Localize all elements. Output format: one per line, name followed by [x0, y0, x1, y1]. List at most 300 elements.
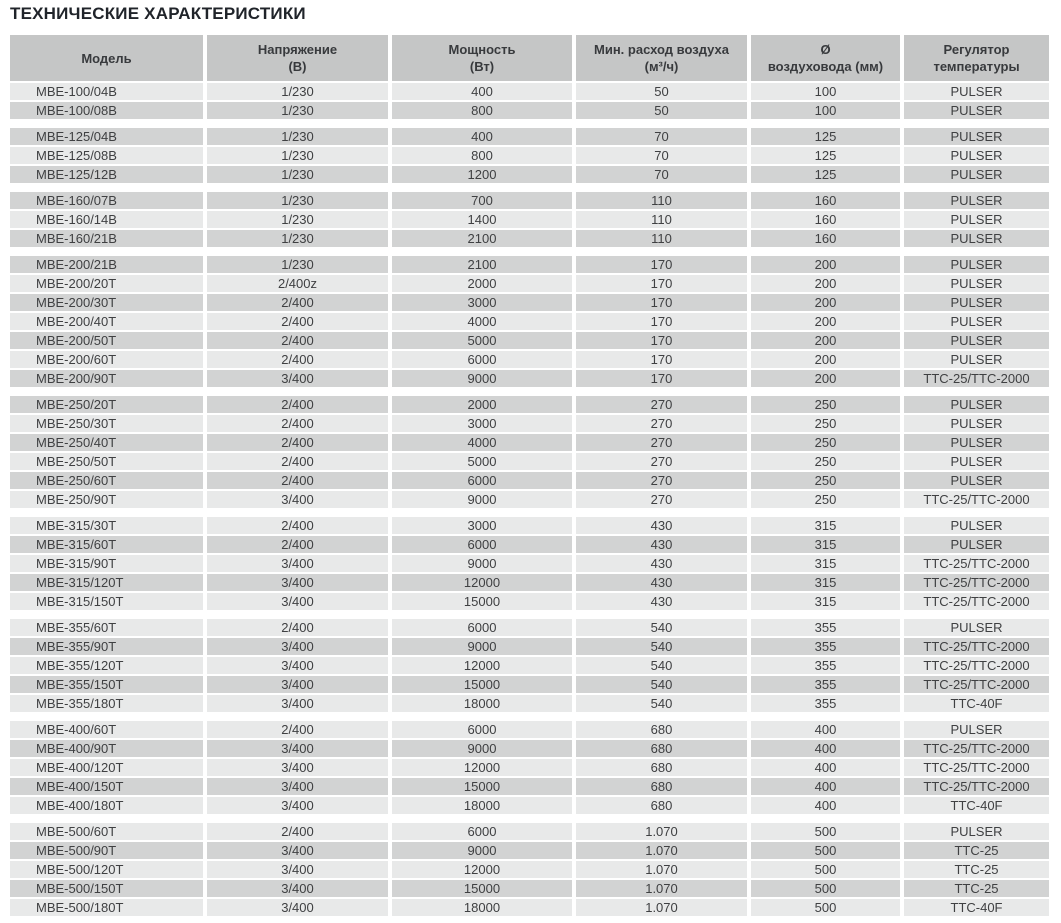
cell-power: 4000 — [392, 434, 572, 451]
cell-diameter: 500 — [751, 823, 900, 840]
cell-airflow: 270 — [576, 491, 747, 508]
cell-regulator: TTC-25 — [904, 861, 1049, 878]
cell-model: MBE-200/90T — [10, 370, 203, 387]
cell-diameter: 200 — [751, 351, 900, 368]
cell-airflow: 170 — [576, 370, 747, 387]
cell-diameter: 400 — [751, 721, 900, 738]
cell-airflow: 170 — [576, 313, 747, 330]
cell-diameter: 250 — [751, 453, 900, 470]
cell-voltage: 2/400 — [207, 472, 388, 489]
cell-power: 6000 — [392, 536, 572, 553]
cell-model: MBE-400/90T — [10, 740, 203, 757]
table-row — [10, 823, 1049, 840]
cell-voltage: 2/400 — [207, 517, 388, 534]
table-row — [10, 593, 1049, 610]
cell-voltage: 2/400 — [207, 415, 388, 432]
table-row — [10, 166, 1049, 183]
cell-power: 18000 — [392, 899, 572, 916]
cell-model: MBE-315/150T — [10, 593, 203, 610]
col-header-model: Модель — [10, 35, 203, 81]
cell-airflow: 680 — [576, 721, 747, 738]
cell-power: 1200 — [392, 166, 572, 183]
cell-model: MBE-400/60T — [10, 721, 203, 738]
cell-power: 6000 — [392, 472, 572, 489]
cell-regulator: PULSER — [904, 211, 1049, 228]
table-row — [10, 574, 1049, 591]
cell-diameter: 500 — [751, 842, 900, 859]
cell-regulator: TTC-25/TTC-2000 — [904, 676, 1049, 693]
cell-model: MBE-315/90T — [10, 555, 203, 572]
table-row — [10, 453, 1049, 470]
table-row — [10, 880, 1049, 897]
cell-airflow: 170 — [576, 294, 747, 311]
cell-airflow: 70 — [576, 128, 747, 145]
cell-regulator: TTC-25/TTC-2000 — [904, 555, 1049, 572]
cell-voltage: 3/400 — [207, 778, 388, 795]
cell-model: MBE-100/08B — [10, 102, 203, 119]
cell-voltage: 1/230 — [207, 83, 388, 100]
table-row — [10, 434, 1049, 451]
cell-power: 15000 — [392, 880, 572, 897]
cell-model: MBE-400/180T — [10, 797, 203, 814]
table-row — [10, 861, 1049, 878]
cell-power: 2000 — [392, 396, 572, 413]
cell-diameter: 200 — [751, 332, 900, 349]
table-row — [10, 351, 1049, 368]
cell-regulator: TTC-25 — [904, 880, 1049, 897]
cell-model: MBE-500/90T — [10, 842, 203, 859]
cell-diameter: 315 — [751, 593, 900, 610]
cell-model: MBE-355/60T — [10, 619, 203, 636]
cell-voltage: 1/230 — [207, 211, 388, 228]
cell-airflow: 110 — [576, 211, 747, 228]
table-row — [10, 313, 1049, 330]
cell-regulator: PULSER — [904, 128, 1049, 145]
cell-diameter: 125 — [751, 128, 900, 145]
table-row — [10, 555, 1049, 572]
cell-diameter: 200 — [751, 313, 900, 330]
table-row — [10, 778, 1049, 795]
cell-voltage: 2/400 — [207, 313, 388, 330]
group-separator — [10, 816, 1049, 821]
cell-airflow: 270 — [576, 396, 747, 413]
cell-regulator: TTC-40F — [904, 695, 1049, 712]
table-row — [10, 740, 1049, 757]
cell-regulator: TTC-25/TTC-2000 — [904, 638, 1049, 655]
cell-diameter: 200 — [751, 275, 900, 292]
cell-power: 6000 — [392, 823, 572, 840]
cell-regulator: PULSER — [904, 192, 1049, 209]
header-row — [10, 35, 1049, 81]
cell-airflow: 430 — [576, 555, 747, 572]
cell-model: MBE-250/30T — [10, 415, 203, 432]
cell-voltage: 2/400 — [207, 396, 388, 413]
cell-regulator: PULSER — [904, 332, 1049, 349]
cell-model: MBE-160/14B — [10, 211, 203, 228]
cell-airflow: 170 — [576, 256, 747, 273]
cell-model: MBE-500/150T — [10, 880, 203, 897]
cell-model: MBE-250/90T — [10, 491, 203, 508]
cell-power: 9000 — [392, 740, 572, 757]
cell-voltage: 3/400 — [207, 740, 388, 757]
cell-power: 4000 — [392, 313, 572, 330]
table-row — [10, 759, 1049, 776]
cell-model: MBE-200/20T — [10, 275, 203, 292]
cell-diameter: 200 — [751, 256, 900, 273]
cell-airflow: 540 — [576, 657, 747, 674]
cell-voltage: 1/230 — [207, 128, 388, 145]
table-row — [10, 396, 1049, 413]
cell-regulator: TTC-25/TTC-2000 — [904, 778, 1049, 795]
cell-diameter: 400 — [751, 740, 900, 757]
table-row — [10, 370, 1049, 387]
cell-regulator: TTC-25/TTC-2000 — [904, 657, 1049, 674]
cell-voltage: 3/400 — [207, 861, 388, 878]
cell-power: 3000 — [392, 517, 572, 534]
cell-voltage: 1/230 — [207, 147, 388, 164]
table-row — [10, 147, 1049, 164]
cell-diameter: 500 — [751, 899, 900, 916]
cell-power: 3000 — [392, 294, 572, 311]
cell-power: 2000 — [392, 275, 572, 292]
cell-diameter: 250 — [751, 491, 900, 508]
cell-diameter: 315 — [751, 536, 900, 553]
cell-diameter: 160 — [751, 230, 900, 247]
cell-regulator: TTC-40F — [904, 797, 1049, 814]
cell-model: MBE-125/12B — [10, 166, 203, 183]
cell-diameter: 250 — [751, 396, 900, 413]
table-row — [10, 102, 1049, 119]
group-separator — [10, 510, 1049, 515]
col-header-diameter: Ø воздуховода (мм) — [751, 35, 900, 81]
cell-airflow: 270 — [576, 415, 747, 432]
cell-power: 400 — [392, 128, 572, 145]
cell-airflow: 110 — [576, 192, 747, 209]
cell-regulator: TTC-40F — [904, 899, 1049, 916]
cell-voltage: 2/400 — [207, 721, 388, 738]
table-row — [10, 638, 1049, 655]
cell-regulator: PULSER — [904, 275, 1049, 292]
table-row — [10, 517, 1049, 534]
cell-voltage: 3/400 — [207, 676, 388, 693]
cell-voltage: 2/400 — [207, 434, 388, 451]
cell-airflow: 1.070 — [576, 823, 747, 840]
table-row — [10, 275, 1049, 292]
cell-regulator: TTC-25/TTC-2000 — [904, 740, 1049, 757]
cell-regulator: PULSER — [904, 83, 1049, 100]
cell-diameter: 400 — [751, 778, 900, 795]
cell-diameter: 125 — [751, 166, 900, 183]
cell-airflow: 170 — [576, 275, 747, 292]
cell-regulator: PULSER — [904, 823, 1049, 840]
cell-regulator: PULSER — [904, 517, 1049, 534]
cell-diameter: 355 — [751, 657, 900, 674]
cell-voltage: 2/400 — [207, 453, 388, 470]
cell-voltage: 2/400 — [207, 536, 388, 553]
cell-airflow: 680 — [576, 778, 747, 795]
cell-power: 400 — [392, 83, 572, 100]
cell-diameter: 160 — [751, 211, 900, 228]
cell-voltage: 2/400 — [207, 619, 388, 636]
table-row — [10, 491, 1049, 508]
cell-model: MBE-250/50T — [10, 453, 203, 470]
table-row — [10, 192, 1049, 209]
cell-power: 9000 — [392, 638, 572, 655]
cell-diameter: 355 — [751, 695, 900, 712]
cell-voltage: 1/230 — [207, 166, 388, 183]
cell-airflow: 1.070 — [576, 861, 747, 878]
table-row — [10, 211, 1049, 228]
cell-regulator: PULSER — [904, 434, 1049, 451]
cell-model: MBE-400/120T — [10, 759, 203, 776]
cell-power: 800 — [392, 102, 572, 119]
cell-airflow: 540 — [576, 695, 747, 712]
cell-airflow: 680 — [576, 759, 747, 776]
cell-model: MBE-200/60T — [10, 351, 203, 368]
cell-power: 15000 — [392, 676, 572, 693]
cell-power: 15000 — [392, 593, 572, 610]
cell-diameter: 355 — [751, 638, 900, 655]
group-separator — [10, 121, 1049, 126]
table-row — [10, 83, 1049, 100]
cell-regulator: PULSER — [904, 721, 1049, 738]
cell-model: MBE-125/04B — [10, 128, 203, 145]
cell-power: 12000 — [392, 657, 572, 674]
group-separator — [10, 389, 1049, 394]
cell-power: 6000 — [392, 721, 572, 738]
cell-power: 18000 — [392, 695, 572, 712]
cell-model: MBE-200/40T — [10, 313, 203, 330]
table-row — [10, 128, 1049, 145]
col-header-airflow: Мин. расход воздуха (м³/ч) — [576, 35, 747, 81]
cell-voltage: 3/400 — [207, 842, 388, 859]
cell-regulator: PULSER — [904, 536, 1049, 553]
cell-regulator: PULSER — [904, 415, 1049, 432]
table-row — [10, 676, 1049, 693]
cell-power: 15000 — [392, 778, 572, 795]
cell-power: 5000 — [392, 332, 572, 349]
cell-airflow: 540 — [576, 619, 747, 636]
cell-model: MBE-250/40T — [10, 434, 203, 451]
table-header — [10, 35, 1049, 81]
cell-model: MBE-160/07B — [10, 192, 203, 209]
cell-diameter: 500 — [751, 861, 900, 878]
cell-regulator: PULSER — [904, 294, 1049, 311]
table-row — [10, 294, 1049, 311]
cell-model: MBE-200/30T — [10, 294, 203, 311]
cell-power: 9000 — [392, 491, 572, 508]
cell-regulator: PULSER — [904, 453, 1049, 470]
cell-regulator: TTC-25/TTC-2000 — [904, 370, 1049, 387]
cell-power: 18000 — [392, 797, 572, 814]
group-separator — [10, 185, 1049, 190]
cell-airflow: 430 — [576, 574, 747, 591]
table-row — [10, 797, 1049, 814]
cell-regulator: PULSER — [904, 313, 1049, 330]
cell-model: MBE-500/60T — [10, 823, 203, 840]
cell-diameter: 125 — [751, 147, 900, 164]
cell-voltage: 3/400 — [207, 574, 388, 591]
cell-model: MBE-160/21B — [10, 230, 203, 247]
cell-regulator: PULSER — [904, 396, 1049, 413]
cell-model: MBE-500/120T — [10, 861, 203, 878]
cell-diameter: 355 — [751, 676, 900, 693]
cell-power: 6000 — [392, 351, 572, 368]
cell-model: MBE-400/150T — [10, 778, 203, 795]
table-row — [10, 619, 1049, 636]
cell-voltage: 2/400 — [207, 294, 388, 311]
page-title: ТЕХНИЧЕСКИЕ ХАРАКТЕРИСТИКИ — [10, 4, 306, 23]
cell-diameter: 200 — [751, 294, 900, 311]
cell-airflow: 1.070 — [576, 880, 747, 897]
cell-voltage: 1/230 — [207, 230, 388, 247]
cell-model: MBE-315/30T — [10, 517, 203, 534]
cell-voltage: 1/230 — [207, 256, 388, 273]
group-separator — [10, 714, 1049, 719]
table-row — [10, 256, 1049, 273]
col-header-regulator: Регулятор температуры — [904, 35, 1049, 81]
table-body — [10, 83, 1049, 916]
table-row — [10, 230, 1049, 247]
cell-regulator: TTC-25/TTC-2000 — [904, 593, 1049, 610]
cell-voltage: 3/400 — [207, 370, 388, 387]
table-row — [10, 472, 1049, 489]
cell-voltage: 2/400z — [207, 275, 388, 292]
cell-power: 700 — [392, 192, 572, 209]
cell-airflow: 680 — [576, 797, 747, 814]
table-row — [10, 536, 1049, 553]
cell-regulator: TTC-25 — [904, 842, 1049, 859]
cell-airflow: 50 — [576, 102, 747, 119]
cell-airflow: 70 — [576, 147, 747, 164]
cell-model: MBE-250/60T — [10, 472, 203, 489]
cell-power: 5000 — [392, 453, 572, 470]
cell-regulator: PULSER — [904, 166, 1049, 183]
cell-diameter: 315 — [751, 555, 900, 572]
cell-voltage: 2/400 — [207, 332, 388, 349]
cell-voltage: 3/400 — [207, 695, 388, 712]
cell-power: 1400 — [392, 211, 572, 228]
cell-diameter: 250 — [751, 472, 900, 489]
spec-table — [6, 33, 1053, 918]
cell-voltage: 3/400 — [207, 759, 388, 776]
cell-diameter: 100 — [751, 83, 900, 100]
cell-power: 6000 — [392, 619, 572, 636]
cell-airflow: 50 — [576, 83, 747, 100]
cell-model: MBE-200/50T — [10, 332, 203, 349]
cell-power: 3000 — [392, 415, 572, 432]
cell-model: MBE-500/180T — [10, 899, 203, 916]
cell-regulator: PULSER — [904, 256, 1049, 273]
cell-model: MBE-315/120T — [10, 574, 203, 591]
cell-airflow: 270 — [576, 434, 747, 451]
cell-diameter: 250 — [751, 434, 900, 451]
cell-power: 9000 — [392, 370, 572, 387]
cell-airflow: 170 — [576, 351, 747, 368]
cell-power: 800 — [392, 147, 572, 164]
cell-airflow: 110 — [576, 230, 747, 247]
group-separator — [10, 612, 1049, 617]
cell-regulator: TTC-25/TTC-2000 — [904, 491, 1049, 508]
cell-regulator: PULSER — [904, 147, 1049, 164]
cell-voltage: 3/400 — [207, 491, 388, 508]
cell-regulator: TTC-25/TTC-2000 — [904, 759, 1049, 776]
cell-airflow: 540 — [576, 638, 747, 655]
cell-voltage: 3/400 — [207, 593, 388, 610]
table-row — [10, 721, 1049, 738]
cell-airflow: 170 — [576, 332, 747, 349]
cell-power: 9000 — [392, 555, 572, 572]
cell-airflow: 270 — [576, 453, 747, 470]
cell-regulator: PULSER — [904, 102, 1049, 119]
cell-diameter: 250 — [751, 415, 900, 432]
cell-model: MBE-125/08B — [10, 147, 203, 164]
cell-airflow: 1.070 — [576, 842, 747, 859]
cell-voltage: 3/400 — [207, 638, 388, 655]
cell-voltage: 3/400 — [207, 555, 388, 572]
cell-diameter: 400 — [751, 759, 900, 776]
cell-regulator: PULSER — [904, 230, 1049, 247]
cell-voltage: 3/400 — [207, 657, 388, 674]
cell-model: MBE-355/150T — [10, 676, 203, 693]
table-row — [10, 899, 1049, 916]
cell-regulator: PULSER — [904, 472, 1049, 489]
cell-diameter: 355 — [751, 619, 900, 636]
cell-airflow: 540 — [576, 676, 747, 693]
cell-diameter: 200 — [751, 370, 900, 387]
group-separator — [10, 249, 1049, 254]
cell-diameter: 400 — [751, 797, 900, 814]
cell-power: 9000 — [392, 842, 572, 859]
table-row — [10, 695, 1049, 712]
cell-model: MBE-355/180T — [10, 695, 203, 712]
cell-airflow: 70 — [576, 166, 747, 183]
cell-voltage: 3/400 — [207, 880, 388, 897]
cell-voltage: 2/400 — [207, 823, 388, 840]
cell-voltage: 3/400 — [207, 797, 388, 814]
cell-diameter: 500 — [751, 880, 900, 897]
table-row — [10, 332, 1049, 349]
cell-power: 12000 — [392, 861, 572, 878]
table-row — [10, 415, 1049, 432]
cell-power: 2100 — [392, 256, 572, 273]
cell-model: MBE-315/60T — [10, 536, 203, 553]
cell-model: MBE-355/90T — [10, 638, 203, 655]
cell-diameter: 100 — [751, 102, 900, 119]
cell-model: MBE-355/120T — [10, 657, 203, 674]
table-row — [10, 842, 1049, 859]
cell-model: MBE-100/04B — [10, 83, 203, 100]
cell-airflow: 1.070 — [576, 899, 747, 916]
cell-diameter: 315 — [751, 517, 900, 534]
cell-voltage: 3/400 — [207, 899, 388, 916]
cell-airflow: 680 — [576, 740, 747, 757]
cell-power: 2100 — [392, 230, 572, 247]
cell-airflow: 430 — [576, 536, 747, 553]
cell-regulator: PULSER — [904, 351, 1049, 368]
cell-voltage: 2/400 — [207, 351, 388, 368]
table-row — [10, 657, 1049, 674]
cell-voltage: 1/230 — [207, 192, 388, 209]
cell-regulator: TTC-25/TTC-2000 — [904, 574, 1049, 591]
cell-airflow: 270 — [576, 472, 747, 489]
col-header-power: Мощность (Вт) — [392, 35, 572, 81]
cell-airflow: 430 — [576, 593, 747, 610]
cell-model: MBE-200/21B — [10, 256, 203, 273]
cell-power: 12000 — [392, 574, 572, 591]
cell-airflow: 430 — [576, 517, 747, 534]
cell-voltage: 1/230 — [207, 102, 388, 119]
